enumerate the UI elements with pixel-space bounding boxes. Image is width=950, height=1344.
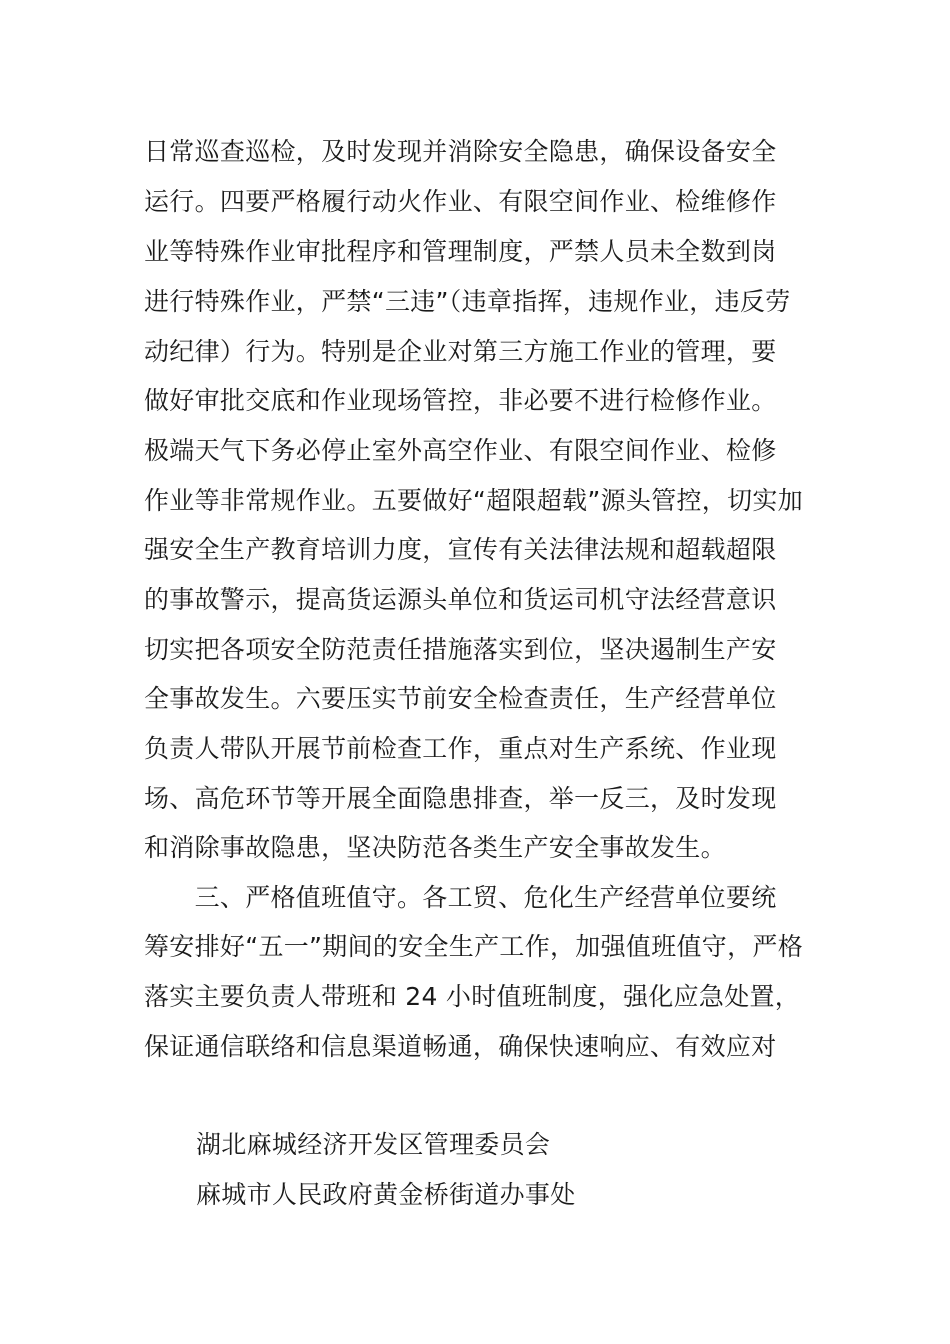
body-text-line: 强安全生产教育培训力度，宣传有关法律法规和超载超限 — [144, 535, 777, 564]
section-heading-line: 三、严格值班值守。各工贸、危化生产经营单位要统 — [144, 883, 777, 912]
signature-organization: 麻城市人民政府黄金桥街道办事处 — [196, 1180, 576, 1209]
body-text-line: 全事故发生。六要压实节前安全检查责任，生产经营单位 — [144, 684, 777, 713]
body-text-line: 筹安排好“五一”期间的安全生产工作，加强值班值守，严格 — [144, 932, 804, 961]
body-text-line: 负责人带队开展节前检查工作，重点对生产系统、作业现 — [144, 734, 777, 763]
body-text-line: 进行特殊作业，严禁“三违”（违章指挥，违规作业，违反劳 — [144, 287, 791, 316]
body-text-line: 运行。四要严格履行动火作业、有限空间作业、检维修作 — [144, 187, 777, 216]
body-text-line: 的事故警示，提高货运源头单位和货运司机守法经营意识 — [144, 585, 777, 614]
body-text-line: 日常巡查巡检，及时发现并消除安全隐患，确保设备安全 — [144, 137, 777, 166]
signature-organization: 湖北麻城经济开发区管理委员会 — [196, 1130, 551, 1159]
body-text-line: 场、高危环节等开展全面隐患排查，举一反三，及时发现 — [144, 784, 777, 813]
body-text-line: 业等特殊作业审批程序和管理制度，严禁人员未全数到岗 — [144, 237, 777, 266]
body-text-line: 保证通信联络和信息渠道畅通，确保快速响应、有效应对 — [144, 1032, 777, 1061]
body-text-line: 切实把各项安全防范责任措施落实到位，坚决遏制生产安 — [144, 635, 777, 664]
body-text-line: 做好审批交底和作业现场管控，非必要不进行检修作业。 — [144, 386, 777, 415]
body-text-line: 作业等非常规作业。五要做好“超限超载”源头管控，切实加 — [144, 486, 804, 515]
body-text-line: 动纪律）行为。特别是企业对第三方施工作业的管理，要 — [144, 337, 777, 366]
body-text-line: 落实主要负责人带班和 24 小时值班制度，强化应急处置， — [144, 982, 801, 1011]
body-text-line: 和消除事故隐患，坚决防范各类生产安全事故发生。 — [144, 833, 726, 862]
body-text-line: 极端天气下务必停止室外高空作业、有限空间作业、检修 — [144, 436, 777, 465]
